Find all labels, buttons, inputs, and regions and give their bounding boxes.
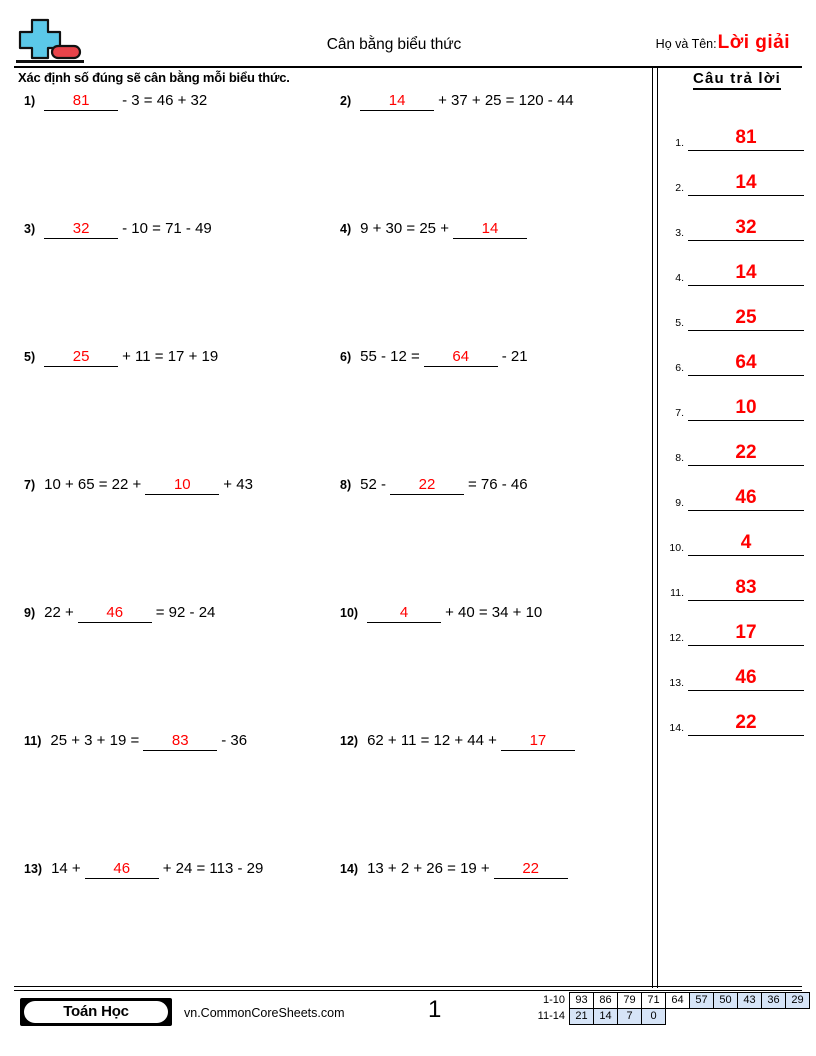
problem-number: 12) bbox=[340, 734, 359, 748]
score-cell-empty bbox=[714, 1009, 738, 1025]
expression-right-part: - 10 = 71 - 49 bbox=[122, 220, 212, 237]
brand-badge bbox=[20, 998, 172, 1026]
expression-right-part: = 92 - 24 bbox=[155, 604, 216, 621]
answer-key-value[interactable]: 64 bbox=[688, 352, 804, 376]
answer-key-value[interactable]: 83 bbox=[688, 577, 804, 601]
answer-blank[interactable]: 10 bbox=[145, 476, 219, 495]
problem-number: 8) bbox=[340, 478, 352, 492]
answer-key-value[interactable]: 10 bbox=[688, 397, 804, 421]
problem-item bbox=[340, 476, 530, 495]
answer-key-row bbox=[664, 511, 804, 556]
problem-number: 11) bbox=[24, 734, 42, 748]
problem-row bbox=[0, 92, 650, 220]
problem-item bbox=[24, 220, 214, 239]
answer-key-row bbox=[664, 556, 804, 601]
expression-right-part: + 37 + 25 = 120 - 44 bbox=[438, 92, 574, 109]
footer-divider bbox=[14, 986, 802, 991]
score-cell: 86 bbox=[594, 993, 618, 1009]
page-header bbox=[14, 14, 802, 66]
score-row bbox=[527, 993, 810, 1009]
answer-key-value[interactable]: 25 bbox=[688, 307, 804, 331]
answer-key-index: 2. bbox=[675, 182, 684, 194]
expression-right-part: = 76 - 46 bbox=[467, 476, 528, 493]
answer-blank[interactable]: 4 bbox=[367, 604, 441, 623]
score-cell: 29 bbox=[786, 993, 810, 1009]
problem-row bbox=[0, 476, 650, 604]
answer-key-value[interactable]: 14 bbox=[688, 262, 804, 286]
problem-row bbox=[0, 860, 650, 988]
problem-item bbox=[24, 92, 209, 111]
problem-item bbox=[340, 220, 529, 239]
score-cell: 7 bbox=[618, 1009, 642, 1025]
problem-item bbox=[340, 732, 577, 751]
expression-right-part: - 21 bbox=[501, 348, 528, 365]
score-cell: 64 bbox=[666, 993, 690, 1009]
problem-expression bbox=[358, 220, 529, 239]
answer-key-index: 12. bbox=[669, 632, 684, 644]
expression-left-part: 25 + 3 + 19 = bbox=[50, 732, 140, 749]
answer-blank[interactable]: 32 bbox=[44, 220, 118, 239]
answer-key-value[interactable]: 32 bbox=[688, 217, 804, 241]
problem-expression bbox=[42, 220, 214, 239]
answer-key-index: 5. bbox=[675, 317, 684, 329]
answer-key-row bbox=[664, 691, 804, 736]
problem-expression bbox=[365, 604, 544, 623]
answer-key-row bbox=[664, 376, 804, 421]
score-cell: 71 bbox=[642, 993, 666, 1009]
answer-key-value[interactable]: 22 bbox=[688, 712, 804, 736]
problem-expression bbox=[42, 92, 209, 111]
score-cell-empty bbox=[690, 1009, 714, 1025]
problem-item bbox=[24, 348, 220, 367]
answer-key-value[interactable]: 17 bbox=[688, 622, 804, 646]
answer-key-index: 4. bbox=[675, 272, 684, 284]
answer-key-row bbox=[664, 646, 804, 691]
answer-key-value[interactable]: 46 bbox=[688, 487, 804, 511]
answer-key-row bbox=[664, 286, 804, 331]
problem-number: 9) bbox=[24, 606, 36, 620]
expression-left-part: 62 + 11 = 12 + 44 + bbox=[367, 732, 497, 749]
answer-key-index: 7. bbox=[675, 407, 684, 419]
expression-left-part: 55 - 12 = bbox=[360, 348, 420, 365]
expression-left-part: 13 + 2 + 26 = 19 + bbox=[367, 860, 490, 877]
score-cell: 14 bbox=[594, 1009, 618, 1025]
problem-expression bbox=[365, 860, 570, 879]
problem-row bbox=[0, 732, 650, 860]
answer-key-index: 3. bbox=[675, 227, 684, 239]
problem-expression bbox=[358, 348, 530, 367]
problem-list bbox=[0, 92, 650, 988]
header-divider bbox=[14, 66, 802, 68]
expression-left-part: 14 + bbox=[51, 860, 81, 877]
answer-key-value[interactable]: 46 bbox=[688, 667, 804, 691]
problem-row bbox=[0, 348, 650, 476]
problem-number: 13) bbox=[24, 862, 43, 876]
answer-blank[interactable]: 81 bbox=[44, 92, 118, 111]
expression-left-part: 52 - bbox=[360, 476, 386, 493]
page-number: 1 bbox=[428, 996, 442, 1023]
problem-item bbox=[24, 476, 255, 495]
problem-number: 6) bbox=[340, 350, 352, 364]
expression-right-part: - 3 = 46 + 32 bbox=[122, 92, 208, 109]
problem-item bbox=[24, 732, 249, 751]
expression-left-part: 10 + 65 = 22 + bbox=[44, 476, 142, 493]
student-name-field[interactable] bbox=[656, 32, 790, 54]
problem-row bbox=[0, 220, 650, 348]
answer-key-index: 11. bbox=[670, 587, 684, 599]
problem-number: 4) bbox=[340, 222, 352, 236]
expression-right-part: + 11 = 17 + 19 bbox=[122, 348, 219, 365]
expression-left-part: 22 + bbox=[44, 604, 74, 621]
answer-key-row bbox=[664, 151, 804, 196]
answer-blank[interactable]: 14 bbox=[360, 92, 434, 111]
answer-key-title: Câu trả lời bbox=[693, 70, 781, 90]
site-url: vn.CommonCoreSheets.com bbox=[184, 1006, 345, 1020]
score-cell: 57 bbox=[690, 993, 714, 1009]
problem-expression bbox=[49, 860, 265, 879]
score-cell-empty bbox=[666, 1009, 690, 1025]
score-cell: 50 bbox=[714, 993, 738, 1009]
answer-key-row bbox=[664, 331, 804, 376]
student-name-label: Họ và Tên: bbox=[655, 37, 717, 51]
answer-key-value[interactable]: 81 bbox=[688, 127, 804, 151]
answer-key-row bbox=[664, 196, 804, 241]
answer-key-value[interactable]: 22 bbox=[688, 442, 804, 466]
page-title: Cân bằng biểu thức bbox=[326, 36, 462, 53]
problem-item bbox=[340, 604, 544, 623]
answer-key-row bbox=[664, 106, 804, 151]
answer-key-index: 13. bbox=[669, 677, 684, 689]
problem-number: 1) bbox=[24, 94, 36, 108]
problem-number: 3) bbox=[24, 222, 36, 236]
score-cell: 21 bbox=[570, 1009, 594, 1025]
answer-blank[interactable]: 64 bbox=[424, 348, 498, 367]
expression-right-part: + 24 = 113 - 29 bbox=[162, 860, 264, 877]
problem-number: 10) bbox=[340, 606, 359, 620]
expression-left-part: 9 + 30 = 25 + bbox=[360, 220, 449, 237]
problem-expression bbox=[42, 348, 220, 367]
problem-row bbox=[0, 604, 650, 732]
answer-key-index: 1. bbox=[675, 137, 684, 149]
answer-blank[interactable]: 46 bbox=[85, 860, 159, 879]
answer-blank[interactable]: 17 bbox=[501, 732, 575, 751]
problem-item bbox=[340, 348, 530, 367]
answer-blank[interactable]: 25 bbox=[44, 348, 118, 367]
score-cell: 43 bbox=[738, 993, 762, 1009]
score-cell: 36 bbox=[762, 993, 786, 1009]
score-row-label: 1-10 bbox=[542, 994, 565, 1006]
score-cell: 79 bbox=[618, 993, 642, 1009]
problem-expression bbox=[42, 604, 217, 623]
problem-expression bbox=[42, 476, 255, 495]
answer-key-list bbox=[664, 106, 804, 736]
problem-number: 5) bbox=[24, 350, 36, 364]
answer-key-index: 10. bbox=[669, 542, 684, 554]
answer-blank[interactable]: 83 bbox=[143, 732, 217, 751]
score-row-label: 11-14 bbox=[537, 1010, 565, 1022]
problem-expression bbox=[365, 732, 577, 751]
problem-item bbox=[340, 860, 570, 879]
answer-key-row bbox=[664, 466, 804, 511]
answer-key-index: 14. bbox=[669, 722, 684, 734]
score-cell-empty bbox=[738, 1009, 762, 1025]
answer-key-panel bbox=[664, 70, 804, 736]
answer-blank[interactable]: 46 bbox=[78, 604, 152, 623]
problem-item bbox=[24, 604, 217, 623]
score-cell: 0 bbox=[642, 1009, 666, 1025]
problem-number: 14) bbox=[340, 862, 359, 876]
column-divider bbox=[652, 68, 659, 988]
expression-right-part: - 36 bbox=[221, 732, 248, 749]
problem-item bbox=[340, 92, 576, 111]
brand-label: Toán Học bbox=[24, 1001, 168, 1023]
answer-key-row bbox=[664, 241, 804, 286]
instruction-text: Xác định số đúng sẽ cân bằng mỗi biểu thức. bbox=[18, 70, 290, 85]
score-row bbox=[527, 1009, 810, 1025]
answer-key-row bbox=[664, 421, 804, 466]
answer-blank[interactable]: 22 bbox=[494, 860, 568, 879]
expression-right-part: + 40 = 34 + 10 bbox=[445, 604, 543, 621]
score-cell-empty bbox=[786, 1009, 810, 1025]
answer-blank[interactable]: 22 bbox=[390, 476, 464, 495]
score-key-table bbox=[527, 992, 810, 1025]
problem-expression bbox=[358, 92, 576, 111]
answer-key-value[interactable]: 14 bbox=[688, 172, 804, 196]
score-cell-empty bbox=[762, 1009, 786, 1025]
answer-blank[interactable]: 14 bbox=[453, 220, 527, 239]
student-name-value: Lời giải bbox=[717, 32, 790, 53]
answer-key-value[interactable]: 4 bbox=[688, 532, 804, 556]
answer-key-index: 6. bbox=[675, 362, 684, 374]
answer-key-index: 9. bbox=[675, 497, 684, 509]
answer-key-row bbox=[664, 601, 804, 646]
answer-key-index: 8. bbox=[675, 452, 684, 464]
problem-expression bbox=[48, 732, 249, 751]
score-cell: 93 bbox=[570, 993, 594, 1009]
problem-number: 2) bbox=[340, 94, 352, 108]
expression-right-part: + 43 bbox=[223, 476, 253, 493]
problem-item bbox=[24, 860, 265, 879]
problem-expression bbox=[358, 476, 530, 495]
problem-number: 7) bbox=[24, 478, 36, 492]
